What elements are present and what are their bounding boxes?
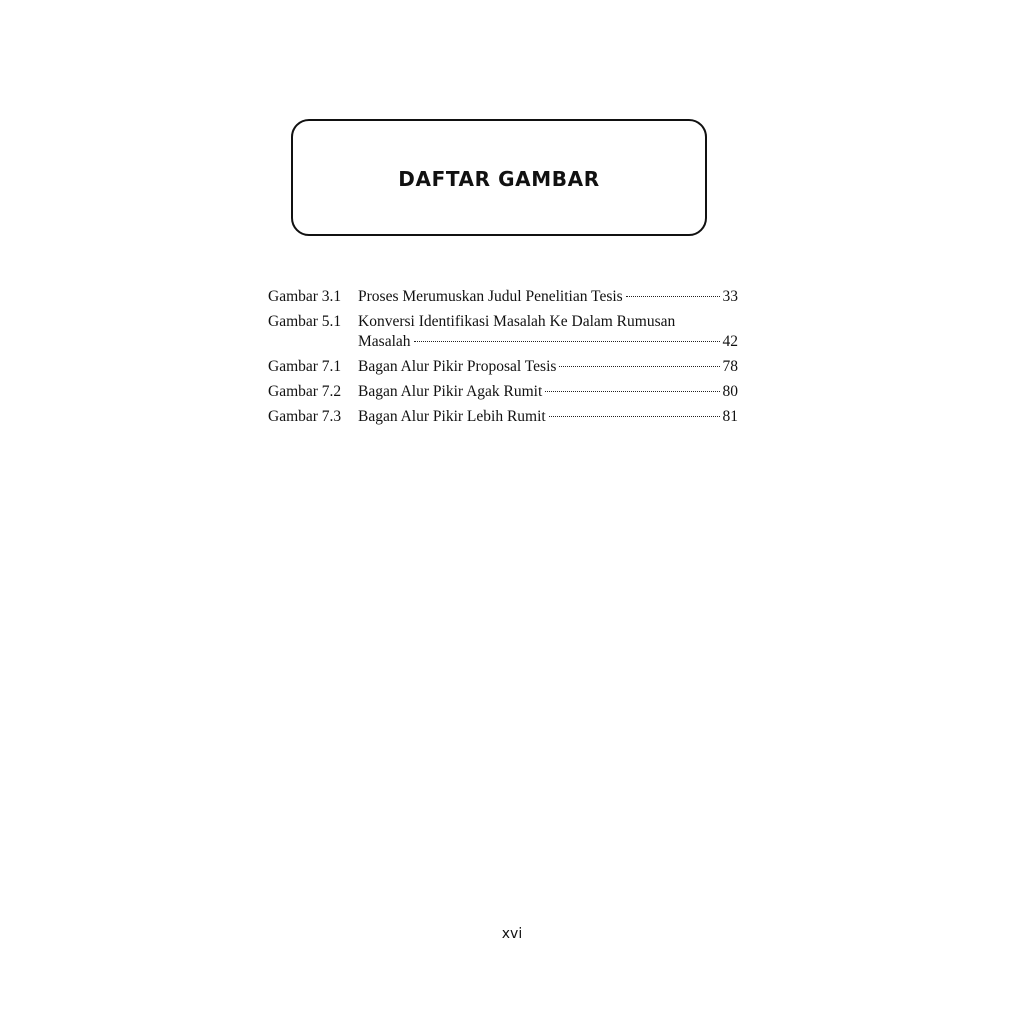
figure-title: Konversi Identifikasi Masalah Ke Dalam Rumusan bbox=[358, 313, 676, 330]
list-item[interactable] bbox=[268, 407, 738, 427]
entry-body bbox=[358, 407, 738, 427]
page-ref: 78 bbox=[722, 358, 738, 375]
list-item[interactable] bbox=[268, 287, 738, 307]
figure-label: Gambar 7.2 bbox=[268, 383, 342, 400]
page-ref: 42 bbox=[722, 333, 738, 350]
entry-line bbox=[358, 407, 738, 427]
dot-leader bbox=[549, 416, 720, 417]
figure-title: Bagan Alur Pikir Agak Rumit bbox=[358, 383, 543, 400]
entry-line bbox=[358, 312, 738, 332]
entry-line bbox=[358, 382, 738, 402]
dot-leader bbox=[545, 391, 719, 392]
figure-list bbox=[268, 287, 738, 432]
dot-leader bbox=[414, 341, 720, 342]
page-number: xvi bbox=[501, 926, 523, 942]
page-title: DAFTAR GAMBAR bbox=[398, 167, 600, 191]
entry-line bbox=[358, 287, 738, 307]
title-box bbox=[291, 119, 707, 236]
entry-body bbox=[358, 287, 738, 307]
figure-title-continued: Masalah bbox=[358, 333, 411, 350]
entry-line bbox=[358, 332, 738, 352]
list-item[interactable] bbox=[268, 357, 738, 377]
entry-body bbox=[358, 357, 738, 377]
page-ref: 81 bbox=[722, 408, 738, 425]
entry-body bbox=[358, 312, 738, 352]
list-item[interactable] bbox=[268, 382, 738, 402]
figure-label: Gambar 5.1 bbox=[268, 313, 342, 330]
figure-title: Bagan Alur Pikir Lebih Rumit bbox=[358, 408, 546, 425]
figure-title: Proses Merumuskan Judul Penelitian Tesis bbox=[358, 288, 623, 305]
figure-title: Bagan Alur Pikir Proposal Tesis bbox=[358, 358, 557, 375]
dot-leader bbox=[559, 366, 719, 367]
figure-label: Gambar 7.3 bbox=[268, 408, 342, 425]
figure-label: Gambar 3.1 bbox=[268, 288, 342, 305]
page-ref: 80 bbox=[722, 383, 738, 400]
page-ref: 33 bbox=[722, 288, 738, 305]
figure-label: Gambar 7.1 bbox=[268, 358, 342, 375]
entry-body bbox=[358, 382, 738, 402]
entry-line bbox=[358, 357, 738, 377]
list-item[interactable] bbox=[268, 312, 738, 352]
dot-leader bbox=[626, 296, 720, 297]
